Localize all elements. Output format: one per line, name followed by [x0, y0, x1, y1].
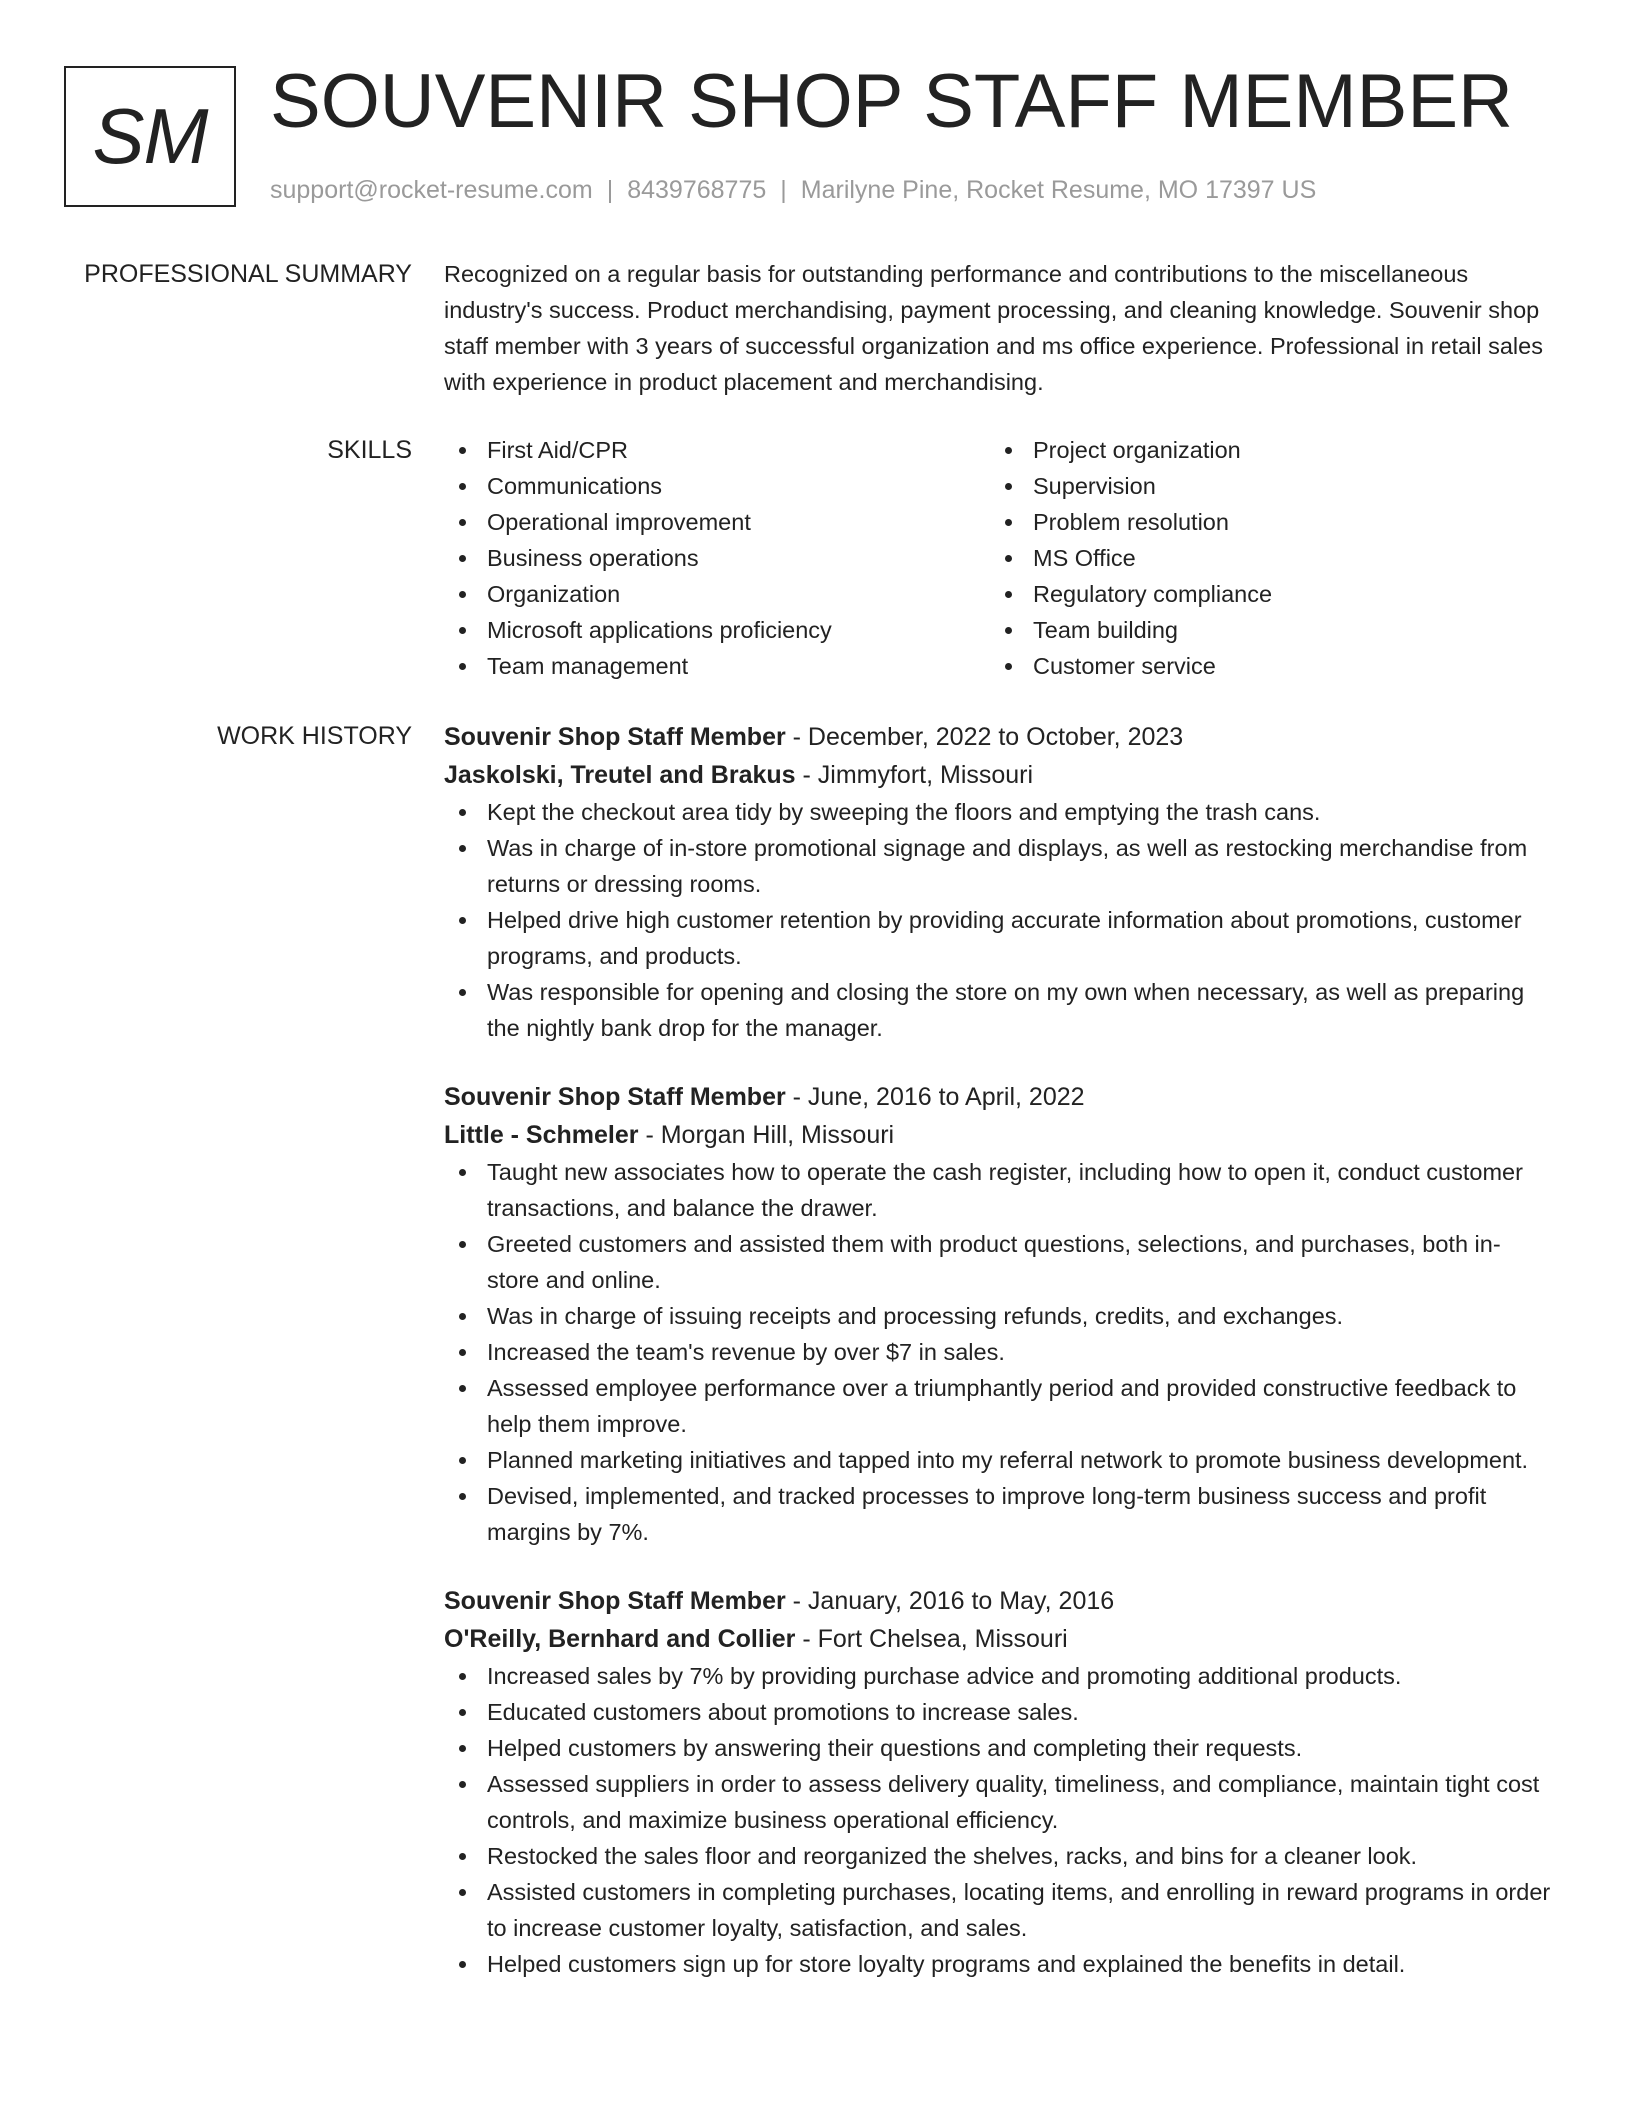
job-duties: [444, 1154, 1552, 1550]
work-history-body: [444, 718, 1552, 1982]
skill-item: Team management: [444, 648, 990, 684]
skills-heading: SKILLS: [327, 436, 412, 464]
job-dates: - June, 2016 to April, 2022: [785, 1083, 1085, 1111]
job-duty: Assessed employee performance over a triumphantly period and provided constructive feedback to help them improve.: [444, 1370, 1552, 1442]
job-duty: Restocked the sales floor and reorganized the shelves, racks, and bins for a cleaner look.: [444, 1838, 1552, 1874]
job-location: - Fort Chelsea, Missouri: [795, 1625, 1068, 1653]
candidate-title: SOUVENIR SHOP STAFF MEMBER: [270, 59, 1513, 144]
skill-item: Supervision: [990, 468, 1536, 504]
job-duty: Educated customers about promotions to increase sales.: [444, 1694, 1552, 1730]
job-duty: Helped drive high customer retention by providing accurate information about promotions, customer programs, and products.: [444, 902, 1552, 974]
skill-item: Project organization: [990, 432, 1536, 468]
job-dates: - December, 2022 to October, 2023: [785, 723, 1184, 751]
job-title-line: [444, 1582, 1552, 1620]
job-duty: Kept the checkout area tidy by sweeping the floors and emptying the trash cans.: [444, 794, 1552, 830]
summary-section: [0, 256, 1632, 406]
contact-address: Marilyne Pine, Rocket Resume, MO 17397 US: [800, 176, 1317, 204]
job-company: O'Reilly, Bernhard and Collier: [444, 1625, 796, 1653]
job-duty: Devised, implemented, and tracked processes to improve long-term business success and profit margins by 7%.: [444, 1478, 1552, 1550]
work-history-heading: WORK HISTORY: [217, 722, 412, 750]
contact-separator: |: [780, 176, 787, 204]
job-duty: Increased sales by 7% by providing purchase advice and promoting additional products.: [444, 1658, 1552, 1694]
contact-line: [270, 174, 1316, 206]
skill-item: Regulatory compliance: [990, 576, 1536, 612]
job-duties: [444, 794, 1552, 1046]
job-duty: Was in charge of in-store promotional signage and displays, as well as restocking merchandise from returns or dressing rooms.: [444, 830, 1552, 902]
job-title: Souvenir Shop Staff Member: [444, 1083, 786, 1111]
skill-item: Business operations: [444, 540, 990, 576]
skill-item: Problem resolution: [990, 504, 1536, 540]
skill-item: Organization: [444, 576, 990, 612]
skills-list-left: [444, 432, 990, 684]
job-duty: Planned marketing initiatives and tapped into my referral network to promote business development.: [444, 1442, 1552, 1478]
job-title: Souvenir Shop Staff Member: [444, 1587, 786, 1615]
job-title: Souvenir Shop Staff Member: [444, 723, 786, 751]
job-duty: Assessed suppliers in order to assess delivery quality, timeliness, and compliance, maintain tight cost controls, and maximize business operational efficiency.: [444, 1766, 1552, 1838]
contact-phone[interactable]: 8439768775: [627, 176, 767, 204]
job-duty: Was responsible for opening and closing the store on my own when necessary, as well as preparing the nightly bank drop for the manager.: [444, 974, 1552, 1046]
job-title-line: [444, 718, 1552, 756]
job-dates: - January, 2016 to May, 2016: [785, 1587, 1115, 1615]
job-duty: Assisted customers in completing purchases, locating items, and enrolling in reward programs in order to increase customer loyalty, satisfaction, and sales.: [444, 1874, 1552, 1946]
job-duties: [444, 1658, 1552, 1982]
job-entry: [444, 1582, 1552, 1982]
job-location: - Jimmyfort, Missouri: [795, 761, 1034, 789]
job-entry: [444, 718, 1552, 1046]
skill-item: First Aid/CPR: [444, 432, 990, 468]
skill-item: Operational improvement: [444, 504, 990, 540]
summary-heading: PROFESSIONAL SUMMARY: [84, 260, 412, 288]
monogram-text: SM: [92, 92, 208, 180]
contact-separator: |: [606, 176, 614, 204]
job-location: - Morgan Hill, Missouri: [638, 1121, 895, 1149]
job-title-line: [444, 1078, 1552, 1116]
skills-columns: [444, 432, 1552, 684]
work-history-section: [0, 718, 1632, 2098]
job-duty: Increased the team's revenue by over $7 in sales.: [444, 1334, 1552, 1370]
job-duty: Taught new associates how to operate the cash register, including how to open it, conduct customer transactions, and balance the drawer.: [444, 1154, 1552, 1226]
skill-item: Microsoft applications proficiency: [444, 612, 990, 648]
skill-item: MS Office: [990, 540, 1536, 576]
job-duty: Was in charge of issuing receipts and processing refunds, credits, and exchanges.: [444, 1298, 1552, 1334]
summary-text: Recognized on a regular basis for outstanding performance and contributions to the miscellaneous industry's success. Product merchandising, payment processing, and cleaning knowledge. Souvenir shop staff member with 3 years of successful organization and ms office experience. Professional in retail sales with experience in product placement and merchandising.: [444, 261, 1543, 395]
skill-item: Communications: [444, 468, 990, 504]
skills-body: [444, 432, 1552, 684]
job-entry: [444, 1078, 1552, 1550]
job-company: Little - Schmeler: [444, 1121, 639, 1149]
monogram-logo: [64, 66, 236, 207]
job-company-line: [444, 1116, 1552, 1154]
skills-list-right: [990, 432, 1536, 684]
skill-item: Team building: [990, 612, 1536, 648]
job-company-line: [444, 756, 1552, 794]
skills-section: [0, 432, 1632, 692]
summary-body: [444, 256, 1552, 400]
job-company: Jaskolski, Treutel and Brakus: [444, 761, 796, 789]
contact-email[interactable]: support@rocket-resume.com: [270, 176, 593, 204]
job-duty: Helped customers by answering their questions and completing their requests.: [444, 1730, 1552, 1766]
skill-item: Customer service: [990, 648, 1536, 684]
job-duty: Helped customers sign up for store loyalty programs and explained the benefits in detail.: [444, 1946, 1552, 1982]
job-company-line: [444, 1620, 1552, 1658]
job-duty: Greeted customers and assisted them with product questions, selections, and purchases, both in-store and online.: [444, 1226, 1552, 1298]
